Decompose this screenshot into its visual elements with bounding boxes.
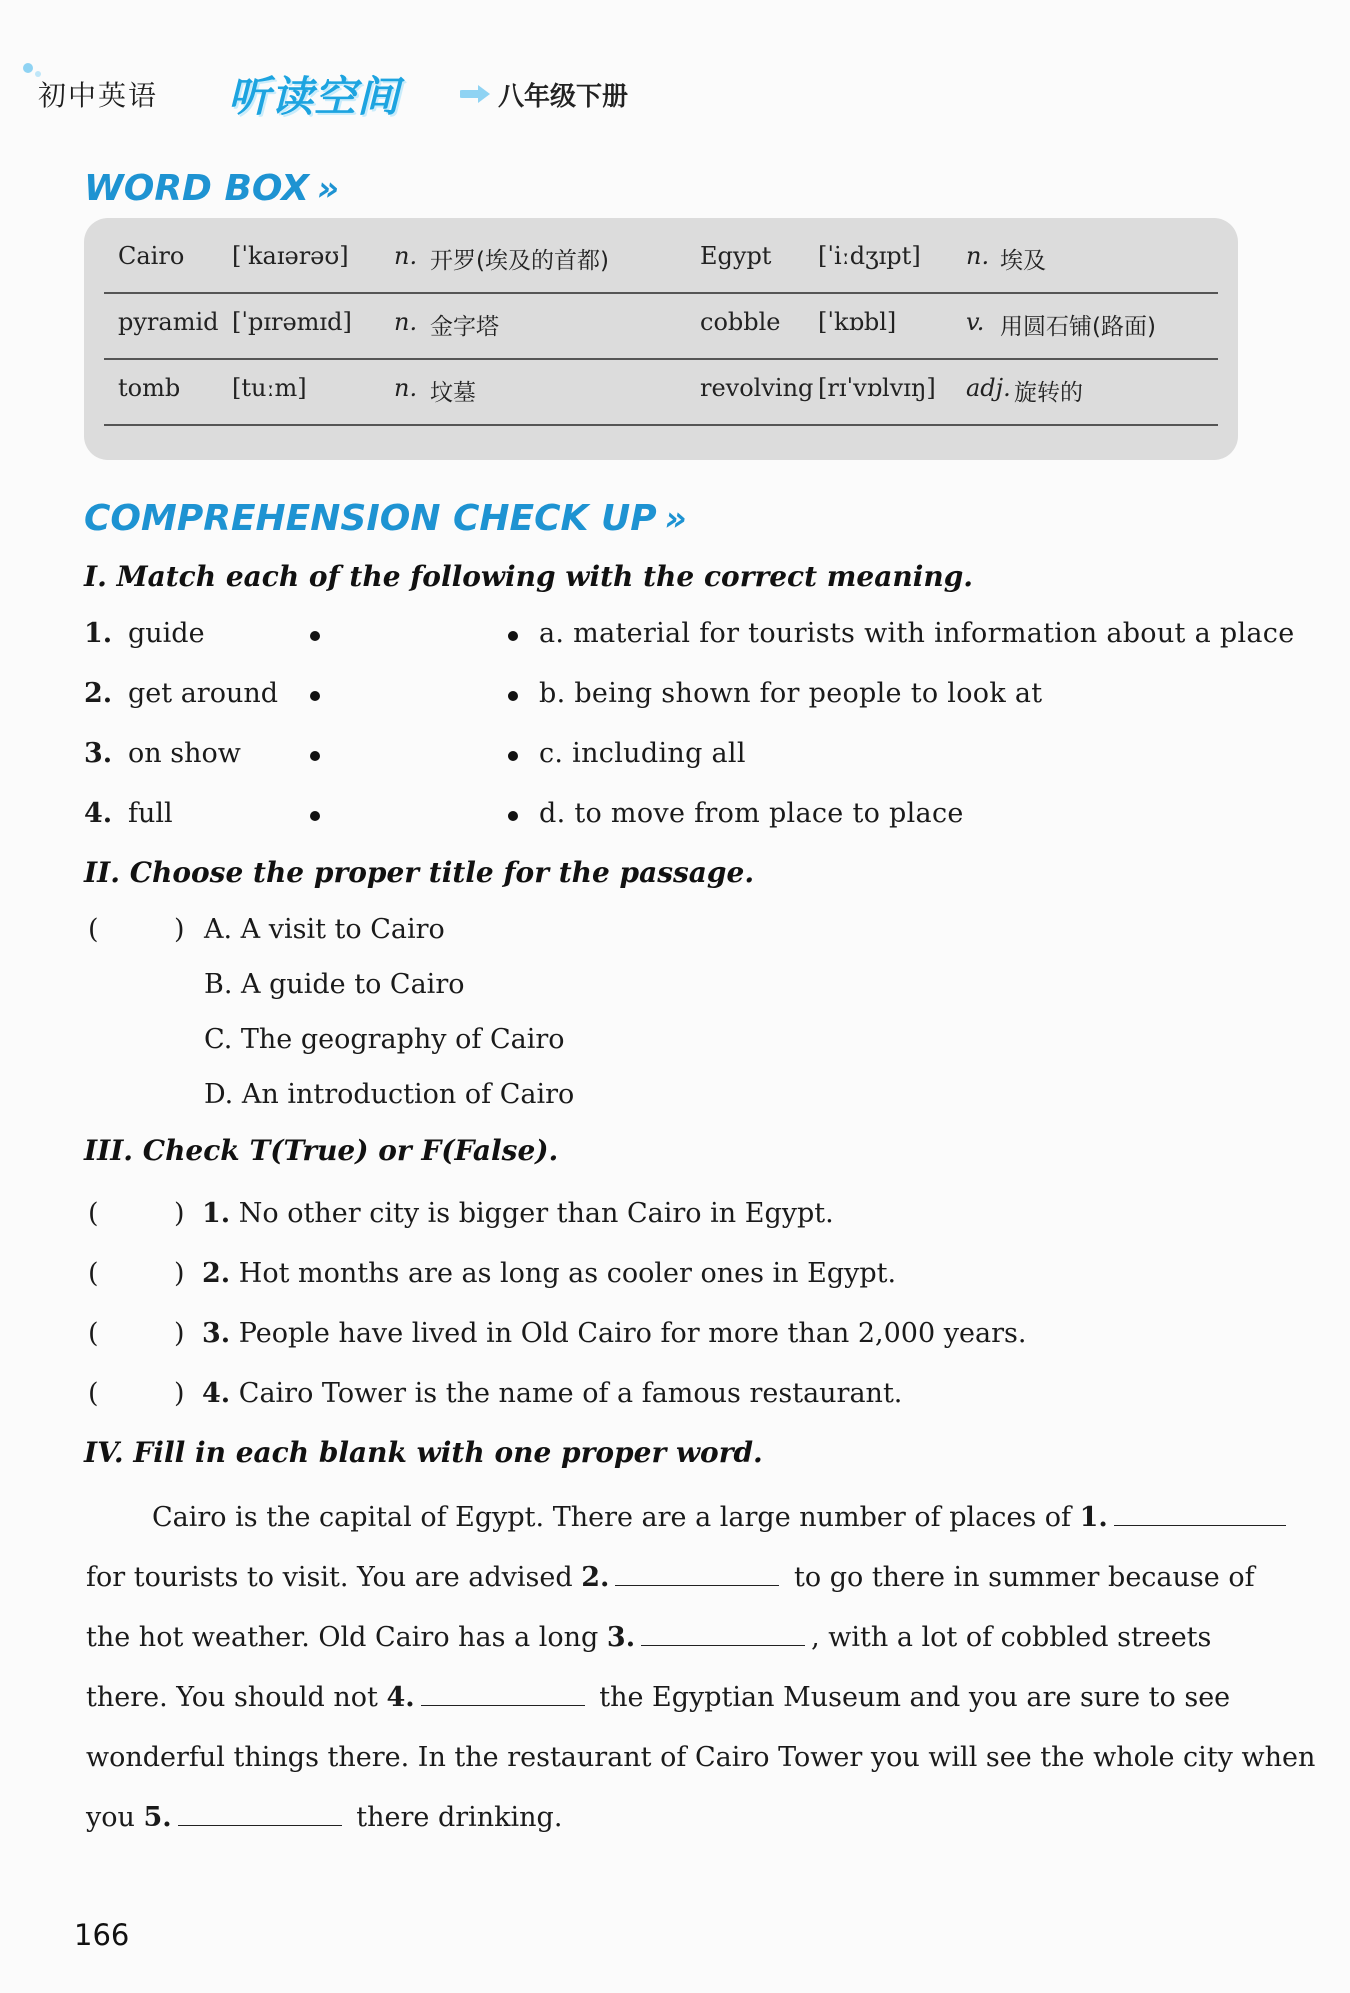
match-definition: d. to move from place to place <box>539 798 964 829</box>
match-definition: a. material for tourists with information about a place <box>539 618 1295 649</box>
brand-title: 听读空间 <box>228 72 401 121</box>
meaning: 用圆石铺(路面) <box>1000 314 1156 340</box>
option-d: D. An introduction of Cairo <box>204 1079 575 1110</box>
item-number: 1. <box>202 1198 231 1229</box>
word-box-row <box>104 360 1218 426</box>
grade-label: 八年级下册 <box>498 82 629 112</box>
meaning: 坟墓 <box>430 380 476 406</box>
word: pyramid <box>118 308 219 336</box>
part-of-speech: adj. <box>966 374 1011 402</box>
blank-input-1[interactable] <box>1114 1503 1286 1526</box>
part1-title: I. Match each of the following with the correct meaning. <box>84 560 974 593</box>
meaning: 金字塔 <box>430 314 499 340</box>
part4-title: IV. Fill in each blank with one proper word. <box>84 1436 763 1469</box>
word: Cairo <box>118 242 185 270</box>
match-dot-left[interactable] <box>310 631 320 641</box>
phonetic: [ˈkaɪərəʊ] <box>232 242 349 270</box>
passage-text: , with a lot of cobbled streets <box>811 1622 1212 1653</box>
passage-text: to go there in summer because of <box>785 1562 1255 1593</box>
blank-number: 1. <box>1079 1502 1108 1533</box>
passage-line <box>152 1502 1242 1533</box>
word: revolving <box>700 374 814 402</box>
tf-item <box>202 1318 1026 1349</box>
passage-line <box>86 1682 1246 1713</box>
statement: People have lived in Old Cairo for more than 2,000 years. <box>238 1318 1027 1349</box>
passage-text: Cairo is the capital of Egypt. There are a large number of places of <box>152 1502 1080 1533</box>
blank-number: 5. <box>143 1802 172 1833</box>
match-row <box>84 618 1295 658</box>
passage-line <box>86 1562 1255 1593</box>
passage-text: you <box>86 1802 144 1833</box>
series-title: 初中英语 <box>38 79 159 112</box>
arrow-icon <box>460 82 494 106</box>
tf-item <box>202 1258 896 1289</box>
part-of-speech: v. <box>966 308 985 336</box>
part3-title: III. Check T(True) or F(False). <box>84 1134 559 1167</box>
word-box-heading <box>84 168 339 209</box>
blank-input-5[interactable] <box>178 1803 342 1826</box>
match-row <box>84 798 1244 838</box>
statement: Hot months are as long as cooler ones in Egypt. <box>238 1258 897 1289</box>
match-dot-right[interactable] <box>508 811 518 821</box>
row-divider <box>104 424 1218 426</box>
match-row <box>84 738 1244 778</box>
match-definition: c. including all <box>539 738 746 769</box>
blank-input-2[interactable] <box>615 1563 779 1586</box>
passage-text: for tourists to visit. You are advised <box>86 1562 582 1593</box>
blank-number: 4. <box>386 1682 415 1713</box>
match-term: full <box>128 798 173 829</box>
item-number: 4. <box>84 798 113 829</box>
part-of-speech: n. <box>966 242 990 270</box>
page-number: 166 <box>74 1918 130 1952</box>
option-a: A. A visit to Cairo <box>204 914 445 945</box>
double-chevron-icon: » <box>316 169 340 209</box>
part-of-speech: n. <box>394 242 418 270</box>
double-chevron-icon: » <box>664 499 687 539</box>
blank-input-4[interactable] <box>421 1683 585 1706</box>
word-box-row <box>104 294 1218 360</box>
match-row <box>84 678 1244 718</box>
passage-text: wonderful things there. In the restaurant of Cairo Tower you will see the whole city when <box>86 1742 1316 1773</box>
part2-title: II. Choose the proper title for the passage. <box>84 856 755 889</box>
passage-line <box>86 1742 1316 1773</box>
answer-bracket[interactable]: ( ) <box>88 1198 185 1229</box>
word-box-table <box>84 218 1238 460</box>
passage-text: the Egyptian Museum and you are sure to see <box>590 1682 1231 1713</box>
word-box-title: WORD BOX <box>84 168 309 209</box>
part-of-speech: n. <box>394 374 418 402</box>
phonetic: [ˈpɪrəmɪd] <box>232 308 352 336</box>
item-number: 2. <box>202 1258 231 1289</box>
statement: No other city is bigger than Cairo in Egypt. <box>238 1198 834 1229</box>
statement: Cairo Tower is the name of a famous restaurant. <box>238 1378 903 1409</box>
match-term: on show <box>128 738 241 769</box>
answer-bracket[interactable]: ( ) <box>88 1378 185 1409</box>
phonetic: [rɪˈvɒlvɪŋ] <box>818 374 936 402</box>
word: tomb <box>118 374 181 402</box>
answer-bracket[interactable]: ( ) <box>88 1258 185 1289</box>
passage-line <box>86 1802 1246 1833</box>
comprehension-heading <box>84 498 687 539</box>
answer-bracket[interactable]: ( ) <box>88 914 185 945</box>
match-definition: b. being shown for people to look at <box>539 678 1043 709</box>
word: cobble <box>700 308 781 336</box>
match-dot-right[interactable] <box>508 751 518 761</box>
passage-text: the hot weather. Old Cairo has a long <box>86 1622 607 1653</box>
meaning: 旋转的 <box>1014 380 1083 406</box>
word: Egypt <box>700 242 772 270</box>
tf-item <box>202 1198 834 1229</box>
blank-number: 3. <box>606 1622 636 1653</box>
blank-input-3[interactable] <box>641 1623 805 1646</box>
item-number: 1. <box>84 618 113 649</box>
item-number: 2. <box>84 678 113 709</box>
item-number: 3. <box>84 738 113 769</box>
comprehension-title: COMPREHENSION CHECK UP <box>84 498 657 539</box>
item-number: 3. <box>202 1318 231 1349</box>
phonetic: [ˈiːdʒɪpt] <box>818 242 921 270</box>
item-number: 4. <box>202 1378 231 1409</box>
passage-text: there. You should not <box>86 1682 387 1713</box>
tf-item <box>202 1378 902 1409</box>
match-dot-right[interactable] <box>508 631 518 641</box>
match-dot-left[interactable] <box>310 691 320 701</box>
match-dot-left[interactable] <box>310 811 320 821</box>
match-term: get around <box>128 678 279 709</box>
match-term: guide <box>128 618 205 649</box>
passage-text: there drinking. <box>347 1802 563 1833</box>
option-c: C. The geography of Cairo <box>204 1024 565 1055</box>
phonetic: [ˈkɒbl] <box>818 308 897 336</box>
match-dot-right[interactable] <box>508 691 518 701</box>
answer-bracket[interactable]: ( ) <box>88 1318 185 1349</box>
option-b: B. A guide to Cairo <box>204 969 465 1000</box>
phonetic: [tuːm] <box>232 374 307 402</box>
word-box-row <box>104 228 1218 294</box>
match-dot-left[interactable] <box>310 751 320 761</box>
meaning: 埃及 <box>1000 248 1046 274</box>
passage-line <box>86 1622 1246 1653</box>
part-of-speech: n. <box>394 308 418 336</box>
blank-number: 2. <box>581 1562 610 1593</box>
meaning: 开罗(埃及的首都) <box>430 248 609 274</box>
